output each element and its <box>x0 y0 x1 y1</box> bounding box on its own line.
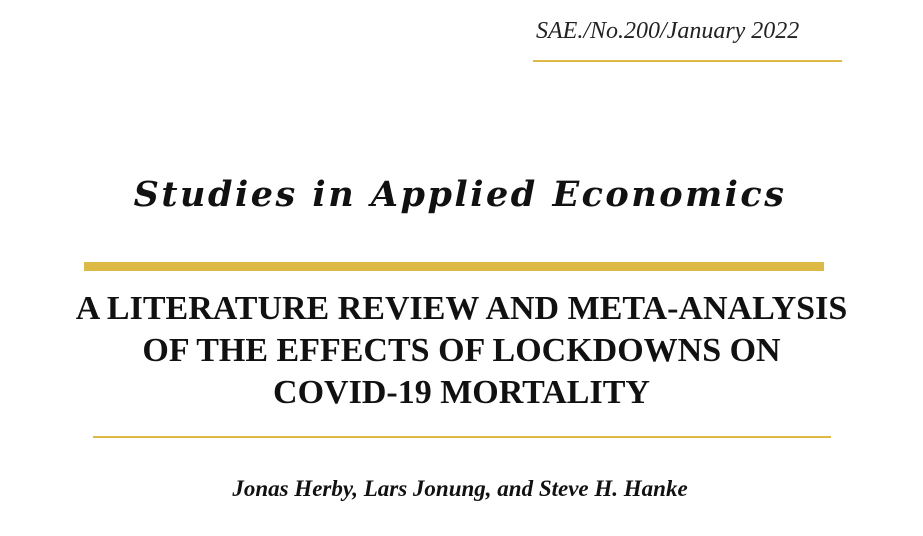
title-divider-thin <box>93 436 831 438</box>
title-divider-thick <box>84 262 824 271</box>
author-list: Jonas Herby, Lars Jonung, and Steve H. Hanke <box>232 476 688 501</box>
paper-title-line: A LITERATURE REVIEW AND META-ANALYSIS <box>75 290 848 327</box>
paper-title-line: COVID-19 MORTALITY <box>273 374 650 411</box>
series-title: Studies in Applied Economics <box>133 174 787 215</box>
series-number: SAE./No.200/January 2022 <box>536 18 800 44</box>
paper-title-line: OF THE EFFECTS OF LOCKDOWNS ON <box>142 332 781 369</box>
header-divider <box>533 60 842 62</box>
paper-title <box>40 288 883 414</box>
